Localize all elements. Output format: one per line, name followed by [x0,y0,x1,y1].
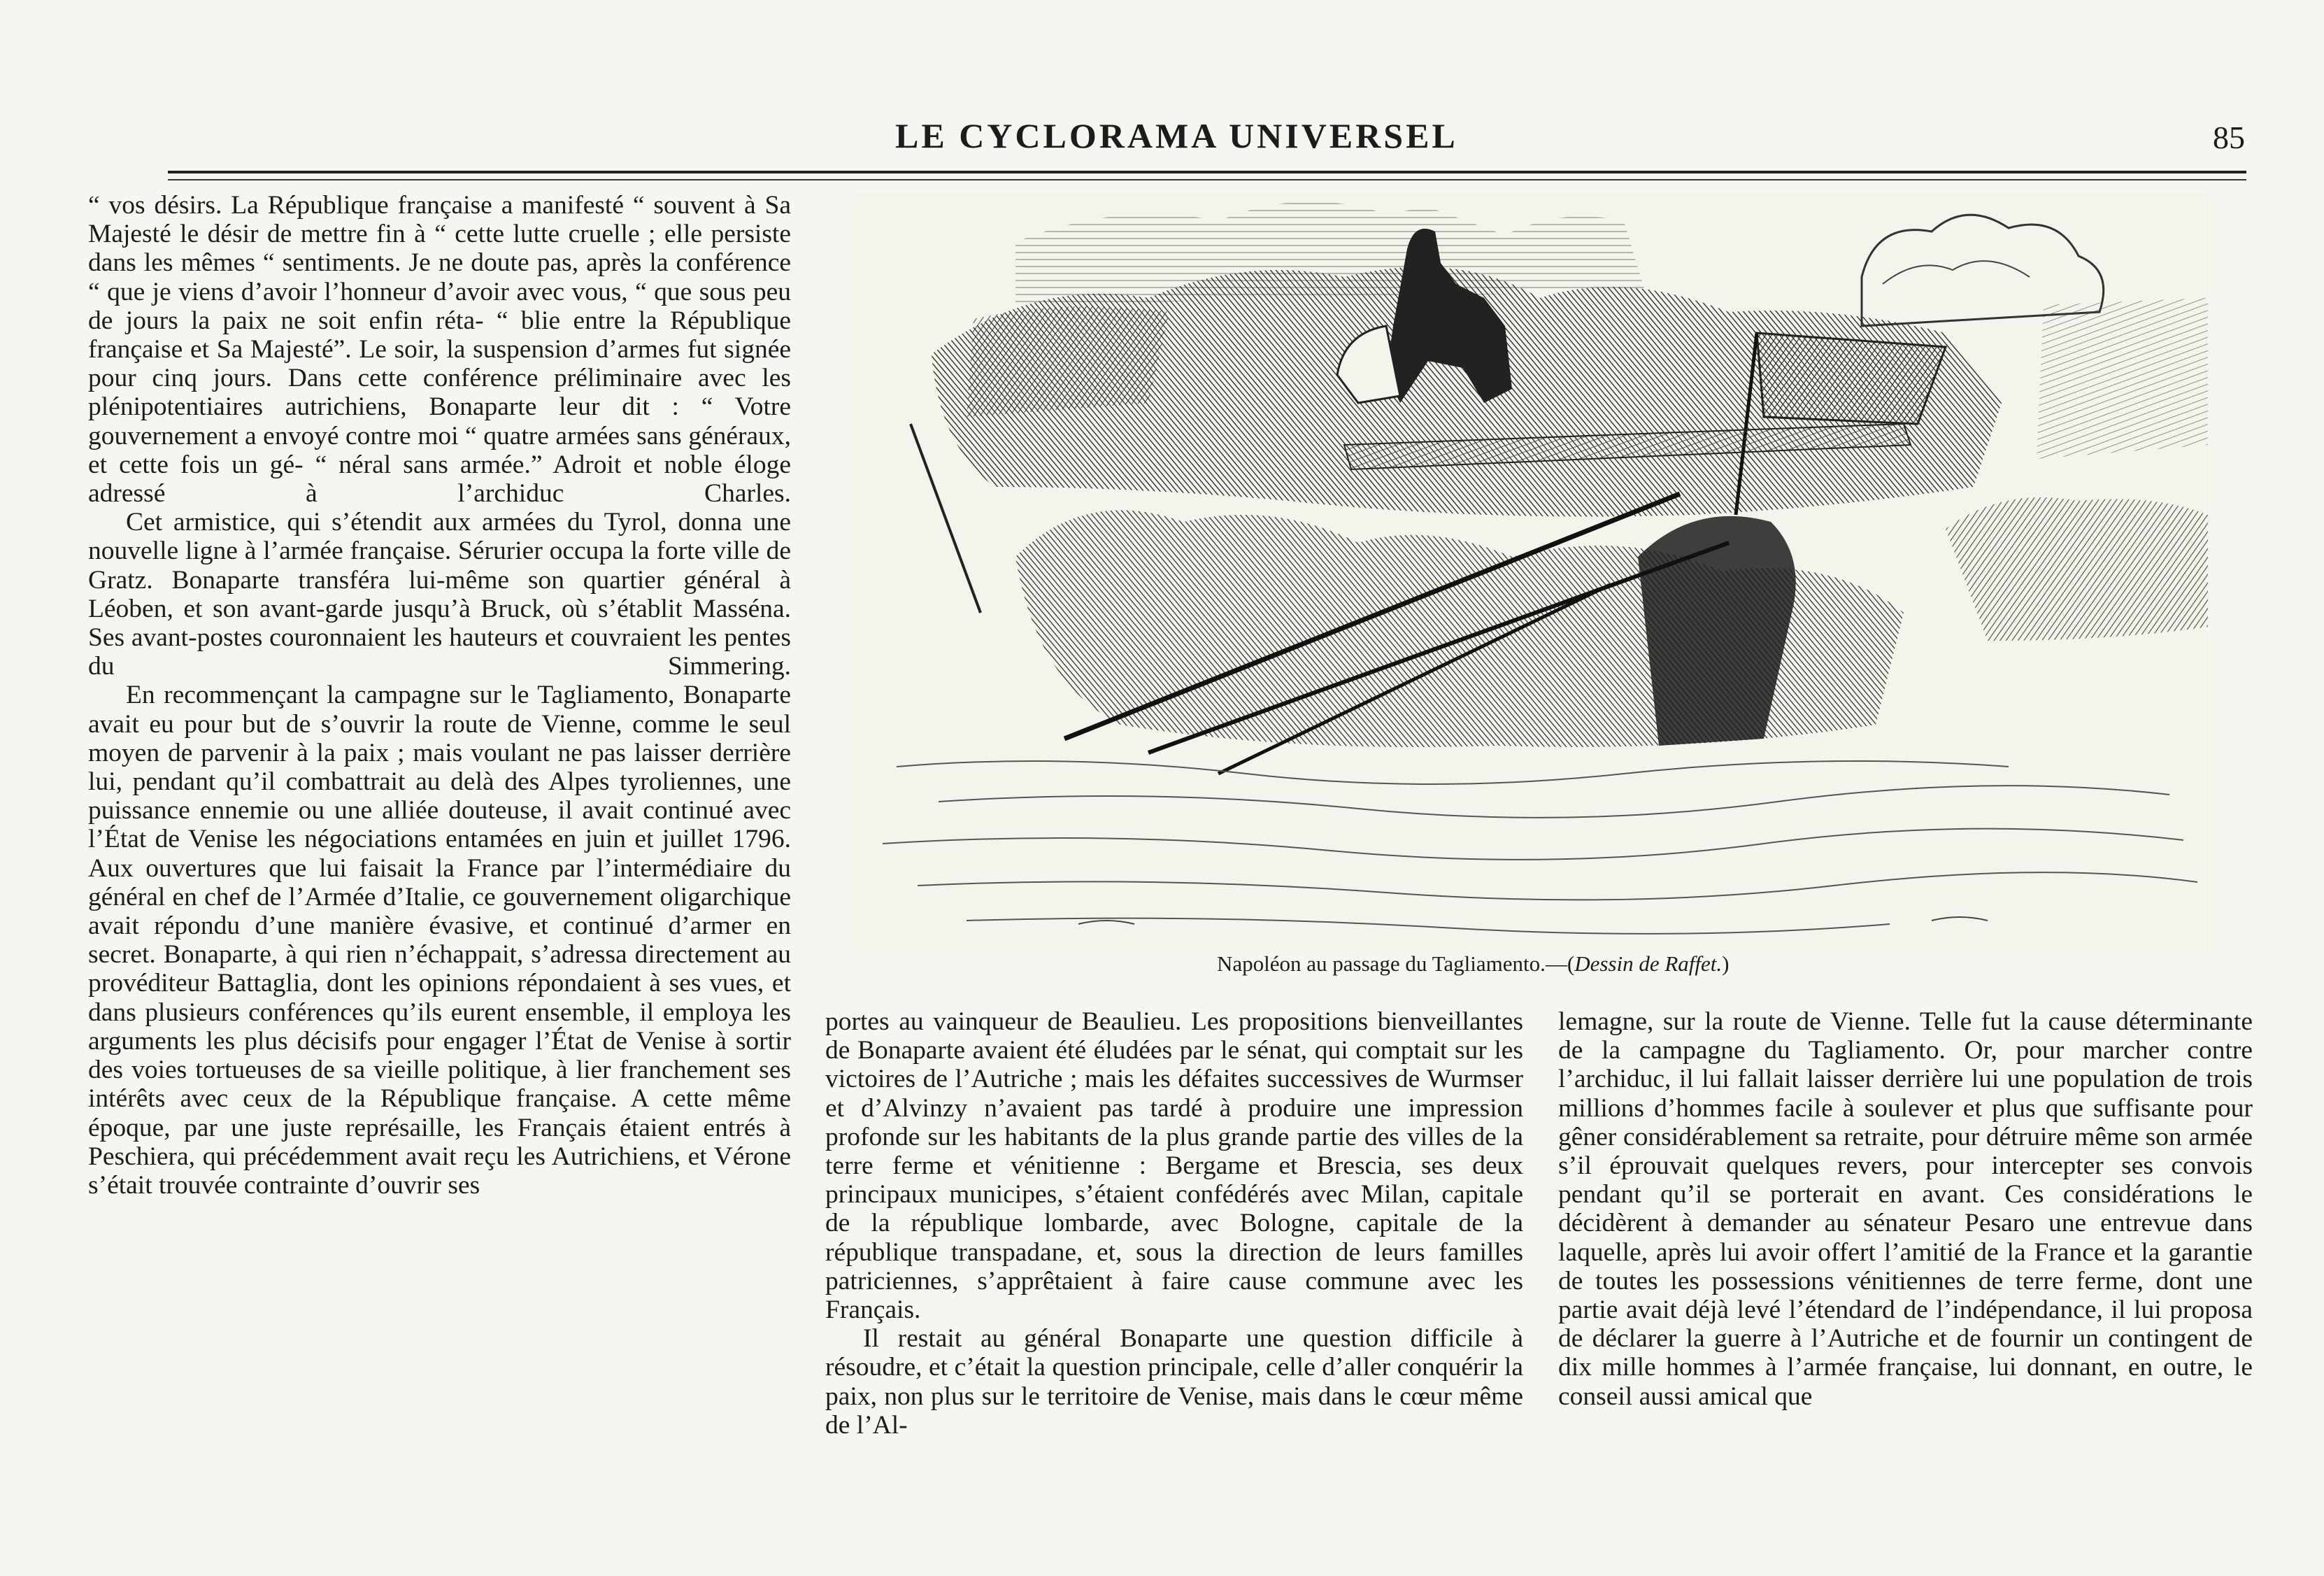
caption-title: Napoléon au passage du Tagliamento.—( [1217,951,1575,976]
caption-credit: Dessin de Raffet. [1574,951,1723,976]
paragraph: “ vos désirs. La République française a manifesté “ souvent à Sa Majesté le désir de mettre fin à “ cette lutte cruelle ; elle persiste dans les mêmes “ sentiments. Je ne doute pas, après la conférence “ que je viens d’avoir l’honneur d’avoir avec vous, “ que sous peu de jours la paix ne soit enfin réta- “ blie entre la République française et Sa Majesté”. Le soir, la suspension d’armes fut signée pour cinq jours. Dans cette conférence préliminaire avec les plénipotentiaires autrichiens, Bonaparte leur dit : “ Votre gouvernement a envoyé contre moi “ quatre armées sans généraux, et cette fois un gé- “ néral sans armée.” Adroit et noble éloge adressé à l’archiduc Charles. [88,191,791,509]
header-rule [168,171,2246,173]
column-left [88,191,791,1200]
running-title: LE CYCLORAMA UNIVERSEL [895,116,1458,155]
caption-close: ) [1722,951,1730,976]
paragraph: portes au vainqueur de Beaulieu. Les propositions bienveillantes de Bonaparte avaient été éludées par le sénat, qui comptait sur les victoires de l’Autriche ; mais les défaites successives de Wurmser et d’Alvinzy n’avaient pas tardé à produire une impression profonde sur les habitants de la plus grande partie des villes de la terre ferme et vénitienne : Bergame et Brescia, ses deux principaux municipes, s’étaient confédérés avec Milan, capitale de la république lombarde, avec Bologne, capitale de la république transpadane, et, sous la direction de leurs familles patriciennes, s’apprêtaient à faire cause commune avec les Français. [825,1007,1523,1325]
page-number: 85 [2213,120,2245,155]
figure-caption [1217,951,1729,977]
column-middle [825,1007,1523,1440]
paragraph: Il restait au général Bonaparte une question difficile à résoudre, et c’était la question principale, celle d’aller conquérir la paix, non plus sur le territoire de Venise, mais dans le cœur même de l’Al- [825,1324,1523,1440]
header-rule-thin [168,179,2246,180]
column-right [1558,1007,2253,1411]
paragraph: En recommençant la campagne sur le Tagliamento, Bonaparte avait eu pour but de s’ouvrir la route de Vienne, comme le seul moyen de parvenir à la paix ; mais voulant ne pas laisser derrière lui, pendant qu’il combattrait au delà des Alpes tyroliennes, une puissance ennemie ou une alliée douteuse, il avait continué avec l’État de Venise les négociations entamées en juin et juillet 1796. Aux ouvertures que lui faisait la France par l’intermédiaire du général en chef de l’Armée d’Italie, ce gouvernement oligarchique avait répondu d’une manière évasive, et continué d’armer en secret. Bonaparte, à qui rien n’échappait, s’adressa directement au provéditeur Battaglia, dont les opinions répondaient à ses vues, et dans plusieurs conférences qu’ils eurent ensemble, il employa les arguments les plus décisifs pour engager l’État de Venise à sortir des voies tortueuses de sa vieille politique, à lier franchement ses intérêts avec ceux de la République française. A cette même époque, par une juste représaille, les Français étaient entrés à Peschiera, qui précédemment avait reçu les Autrichiens, et Vérone s’était trouvée contrainte d’ouvrir ses [88,681,791,1200]
engraving-illustration [855,193,2208,953]
paragraph: lemagne, sur la route de Vienne. Telle fut la cause déterminante de la campagne du Tagliamento. Or, pour marcher contre l’archiduc, il lui fallait laisser derrière lui une population de trois millions d’hommes facile à soulever et plus que suffisante pour gêner considérablement sa retraite, pour détruire même son armée s’il éprouvait quelques revers, pour intercepter ses convois pendant qu’il se porterait en avant. Ces considérations le décidèrent à demander au sénateur Pesaro une entrevue dans laquelle, après lui avoir offert l’amitié de la France et la garantie de toutes les possessions vénitiennes de terre ferme, dont une partie avait déjà levé l’étendard de l’indépendance, il lui proposa de déclarer la guerre à l’Autriche et de fournir un contingent de dix mille hommes à l’armée française, lui donnant, en outre, le conseil aussi amical que [1558,1007,2253,1411]
paragraph: Cet armistice, qui s’étendit aux armées du Tyrol, donna une nouvelle ligne à l’armée française. Sérurier occupa la forte ville de Gratz. Bonaparte transféra lui-même son quartier général à Léoben, et son avant-garde jusqu’à Bruck, où s’établit Masséna. Ses avant-postes couronnaient les hauteurs et couvraient les pentes du Simmering. [88,508,791,681]
